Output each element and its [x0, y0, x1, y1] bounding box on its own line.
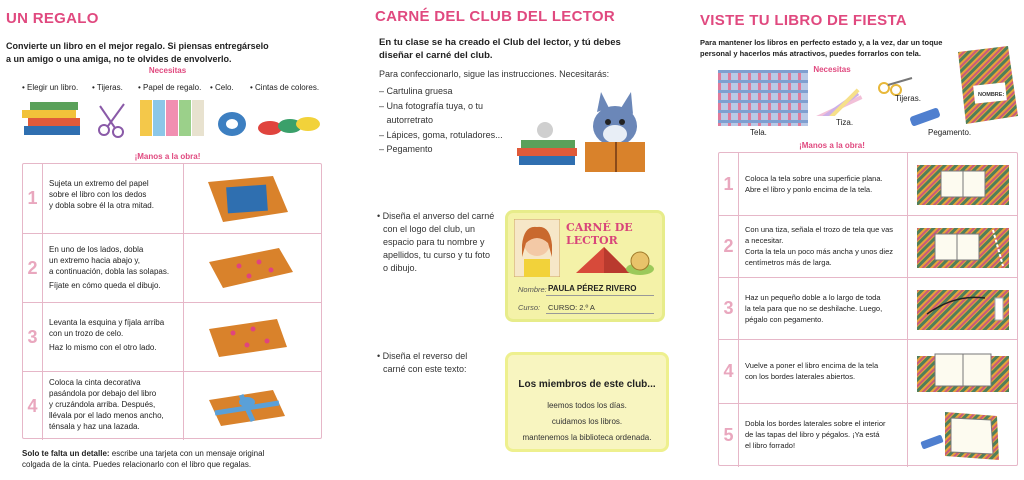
- step-line: Sujeta un extremo del papel: [49, 179, 149, 188]
- fabric-illustration: [718, 70, 808, 126]
- step-line: Haz lo mismo con el otro lado.: [49, 343, 157, 352]
- steps-title: ¡Manos a la obra!: [799, 141, 865, 150]
- step-number: 5: [719, 404, 739, 467]
- step-divider: [183, 164, 184, 233]
- gift-footer: [22, 448, 332, 470]
- step-text: [49, 317, 164, 353]
- need-chalk: Tiza.: [836, 118, 854, 127]
- need-glue: Pegamento.: [928, 128, 972, 137]
- step-number: 2: [23, 234, 43, 302]
- book-stack-icon: [22, 102, 80, 135]
- scissors-icon: [99, 104, 124, 137]
- wrap-step1-illustration: [203, 172, 293, 226]
- step-divider: [907, 153, 908, 215]
- step-divider: [907, 404, 908, 467]
- step-text: [745, 292, 882, 325]
- cover-step1-illustration: [915, 159, 1011, 209]
- step-divider: [183, 303, 184, 371]
- instruction-line: carné con este texto:: [383, 364, 467, 374]
- gift-wrap-section: [0, 0, 335, 480]
- step-line: y cruzándola arriba. Después,: [49, 400, 156, 409]
- cover-step3-illustration: [915, 284, 1011, 334]
- gift-intro-line: a un amigo o una amiga, no te olvides de envolverlo.: [6, 53, 232, 64]
- step-number: 2: [719, 216, 739, 277]
- section-title-gift: UN REGALO: [6, 10, 99, 27]
- wolf-reading-illustration: [515, 86, 655, 186]
- step-number: 1: [23, 164, 43, 233]
- gift-intro: [6, 40, 331, 65]
- step-divider: [907, 216, 908, 277]
- gift-step: [23, 164, 321, 233]
- steps-title: ¡Manos a la obra!: [134, 152, 201, 161]
- step-line: Vuelve a poner el libro encima de la tela: [745, 361, 879, 370]
- need-label: Papel de regalo.: [143, 83, 202, 92]
- need-scissors: Tijeras.: [895, 94, 921, 103]
- material-item: – Lápices, goma, rotuladores...: [379, 129, 503, 140]
- step-line: ténsala y haz una lazada.: [49, 422, 140, 431]
- step-line: pégalo con pegamento.: [745, 315, 824, 324]
- cover-step2-illustration: [915, 222, 1011, 272]
- footer-bold: Solo te falta un detalle:: [22, 449, 110, 458]
- step-text: [49, 178, 154, 211]
- back-line: leemos todos los días.: [547, 401, 627, 410]
- wrap-step2-illustration: [199, 242, 299, 296]
- cover-step: [719, 339, 1017, 403]
- course-label: Curso:: [518, 303, 541, 312]
- glue-stick-icon: [906, 106, 946, 126]
- instruction-line: o dibujo.: [383, 263, 418, 273]
- instruction-line: espacio para tu nombre y: [383, 237, 485, 247]
- need-label: Celo.: [215, 83, 234, 92]
- front-instructions: • Diseña el anverso del carné con el logo del club, un espacio para tu nombre y apellidos, tu curso y tu foto o dibujo.: [377, 211, 495, 273]
- card-intro-line: diseñar el carné del club.: [379, 50, 493, 61]
- step-line: un extremo hacia abajo y,: [49, 256, 141, 265]
- reader-card-section: [355, 0, 675, 480]
- step-number: 3: [23, 303, 43, 371]
- step-line: centímetros más de larga.: [745, 258, 832, 267]
- material-item: – Cartulina gruesa: [379, 86, 453, 96]
- step-line: Con una tiza, señala el trozo de tela que vas: [745, 225, 894, 234]
- instruction-line: Diseña el anverso del carné: [382, 211, 495, 221]
- gift-intro-line: Convierte un libro en el mejor regalo. Si piensas entregárselo: [6, 41, 269, 51]
- needs-title: Necesitas: [148, 66, 187, 75]
- cover-intro: [700, 37, 960, 59]
- step-line: de las tapas del libro y pégalos. ¡Ya está: [745, 430, 880, 439]
- step-text: [745, 224, 893, 268]
- child-photo-icon: [514, 219, 560, 277]
- material-item: – Una fotografía tuya, o tu: [379, 100, 484, 111]
- step-number: 4: [719, 340, 739, 403]
- step-divider: [183, 234, 184, 302]
- wrap-step4-illustration: [203, 380, 293, 434]
- ribbons-icon: [258, 117, 320, 135]
- need-scissors: • Tijeras.: [92, 83, 123, 92]
- chalk-icon: [810, 88, 868, 116]
- card-lead: Para confeccionarlo, sigue las instrucciones. Necesitarás:: [379, 69, 610, 79]
- wrapping-paper-icon: [140, 100, 204, 136]
- cover-step: [719, 277, 1017, 339]
- step-number: 1: [719, 153, 739, 215]
- gift-materials-illustration: [20, 96, 330, 140]
- needs-title: Necesitas: [813, 65, 851, 74]
- section-title-card: CARNÉ DEL CLUB DEL LECTOR: [375, 8, 616, 25]
- step-text: [49, 244, 169, 291]
- need-label: Tijeras.: [96, 83, 123, 92]
- back-line: cuidamos los libros.: [551, 417, 623, 426]
- course-value: CURSO: 2.º A: [548, 303, 595, 312]
- need-tape: • Celo.: [210, 83, 234, 92]
- step-line: Dobla los bordes laterales sobre el interior: [745, 419, 886, 428]
- step-divider: [907, 278, 908, 339]
- materials-list: [379, 84, 503, 157]
- material-item: – Pegamento: [379, 144, 433, 154]
- name-underline: [546, 295, 654, 296]
- need-label: Elegir un libro.: [27, 83, 79, 92]
- course-underline: [546, 313, 654, 314]
- need-ribbons: • Cintas de colores.: [250, 83, 320, 92]
- card-intro: [379, 36, 679, 62]
- step-line: Coloca la cinta decorativa: [49, 378, 141, 387]
- step-line: Corta la tela un poco más ancha y unos diez: [745, 247, 894, 256]
- step-line: con un trozo de celo.: [49, 329, 124, 338]
- step-number: 3: [719, 278, 739, 339]
- step-line: Abre el libro y ponlo encima de la tela.: [745, 185, 873, 194]
- book-cover-section: [700, 0, 1024, 480]
- step-line: sobre el libro con los dedos: [49, 190, 147, 199]
- cover-step: [719, 215, 1017, 277]
- card-heading: CARNÉ DE LECTOR: [566, 221, 633, 247]
- footer-text: colgada de la cinta. Puedes relacionarlo con el libro que regalas.: [22, 460, 252, 469]
- material-item: autorretrato: [379, 115, 434, 125]
- step-line: Haz un pequeño doble a lo largo de toda: [745, 293, 881, 302]
- covered-book-illustration: [952, 44, 1022, 128]
- tape-icon: [218, 112, 246, 136]
- reader-card-front: [505, 210, 665, 322]
- instruction-line: con el logo del club, un: [383, 224, 476, 234]
- name-label: Nombre:: [518, 285, 547, 294]
- gift-step: [23, 371, 321, 440]
- step-line: Coloca la tela sobre una superficie plana.: [745, 174, 883, 183]
- gift-step: [23, 233, 321, 302]
- back-line: mantenemos la biblioteca ordenada.: [522, 433, 652, 442]
- footer-text: escribe una tarjeta con un mensaje original: [109, 449, 265, 458]
- wrap-step3-illustration: [203, 311, 293, 365]
- cover-intro-line: personal y hacerlos más atractivos, puedes forrarlos con tela.: [700, 49, 921, 58]
- step-text: [745, 418, 886, 451]
- cover-intro-line: Para mantener los libros en perfecto estado y, a la vez, dar un toque: [700, 38, 943, 47]
- section-title-cover: VISTE TU LIBRO DE FIESTA: [700, 12, 907, 29]
- back-heading: Los miembros de este club...: [518, 379, 656, 390]
- step-line: con los bordes laterales abiertos.: [745, 372, 856, 381]
- step-divider: [907, 340, 908, 403]
- need-fabric: Tela.: [750, 128, 767, 137]
- step-line: Fíjate en cómo queda el dibujo.: [49, 281, 161, 290]
- step-line: la tela para que no se deshilache. Luego,: [745, 304, 883, 313]
- step-number: 4: [23, 372, 43, 440]
- step-divider: [183, 372, 184, 440]
- step-text: [745, 173, 883, 195]
- cover-step4-illustration: [915, 346, 1011, 398]
- step-line: En uno de los lados, dobla: [49, 245, 144, 254]
- cover-step: [719, 153, 1017, 215]
- cover-step5-illustration: [915, 408, 1011, 464]
- instruction-line: apellidos, tu curso y tu foto: [383, 250, 491, 260]
- book-snail-logo: [574, 239, 660, 277]
- step-line: Levanta la esquina y fíjala arriba: [49, 318, 165, 327]
- step-line: el libro forrado!: [745, 441, 796, 450]
- gift-steps-table: [22, 163, 322, 439]
- step-text: [745, 360, 878, 382]
- reader-card-back: [505, 352, 669, 452]
- step-text: [49, 377, 164, 432]
- need-paper: • Papel de regalo.: [138, 83, 202, 92]
- step-line: llévala por el lado menos ancho,: [49, 411, 164, 420]
- cover-step: [719, 403, 1017, 467]
- gift-step: [23, 302, 321, 371]
- card-intro-line: En tu clase se ha creado el Club del lector, y tú debes: [379, 37, 621, 48]
- cover-steps-table: [718, 152, 1018, 466]
- need-book: • Elegir un libro.: [22, 83, 79, 92]
- step-line: a continuación, dobla las solapas.: [49, 267, 170, 276]
- instruction-line: Diseña el reverso del: [382, 351, 468, 361]
- back-instructions: • Diseña el reverso del carné con este texto:: [377, 351, 468, 374]
- need-label: Cintas de colores.: [255, 83, 320, 92]
- step-line: pasándola por debajo del libro: [49, 389, 157, 398]
- step-line: y dobla sobre él la otra mitad.: [49, 201, 154, 210]
- book-name-label: NOMBRE:: [978, 92, 1005, 98]
- step-line: a necesitar.: [745, 236, 784, 245]
- name-value: PAULA PÉREZ RIVERO: [548, 284, 637, 293]
